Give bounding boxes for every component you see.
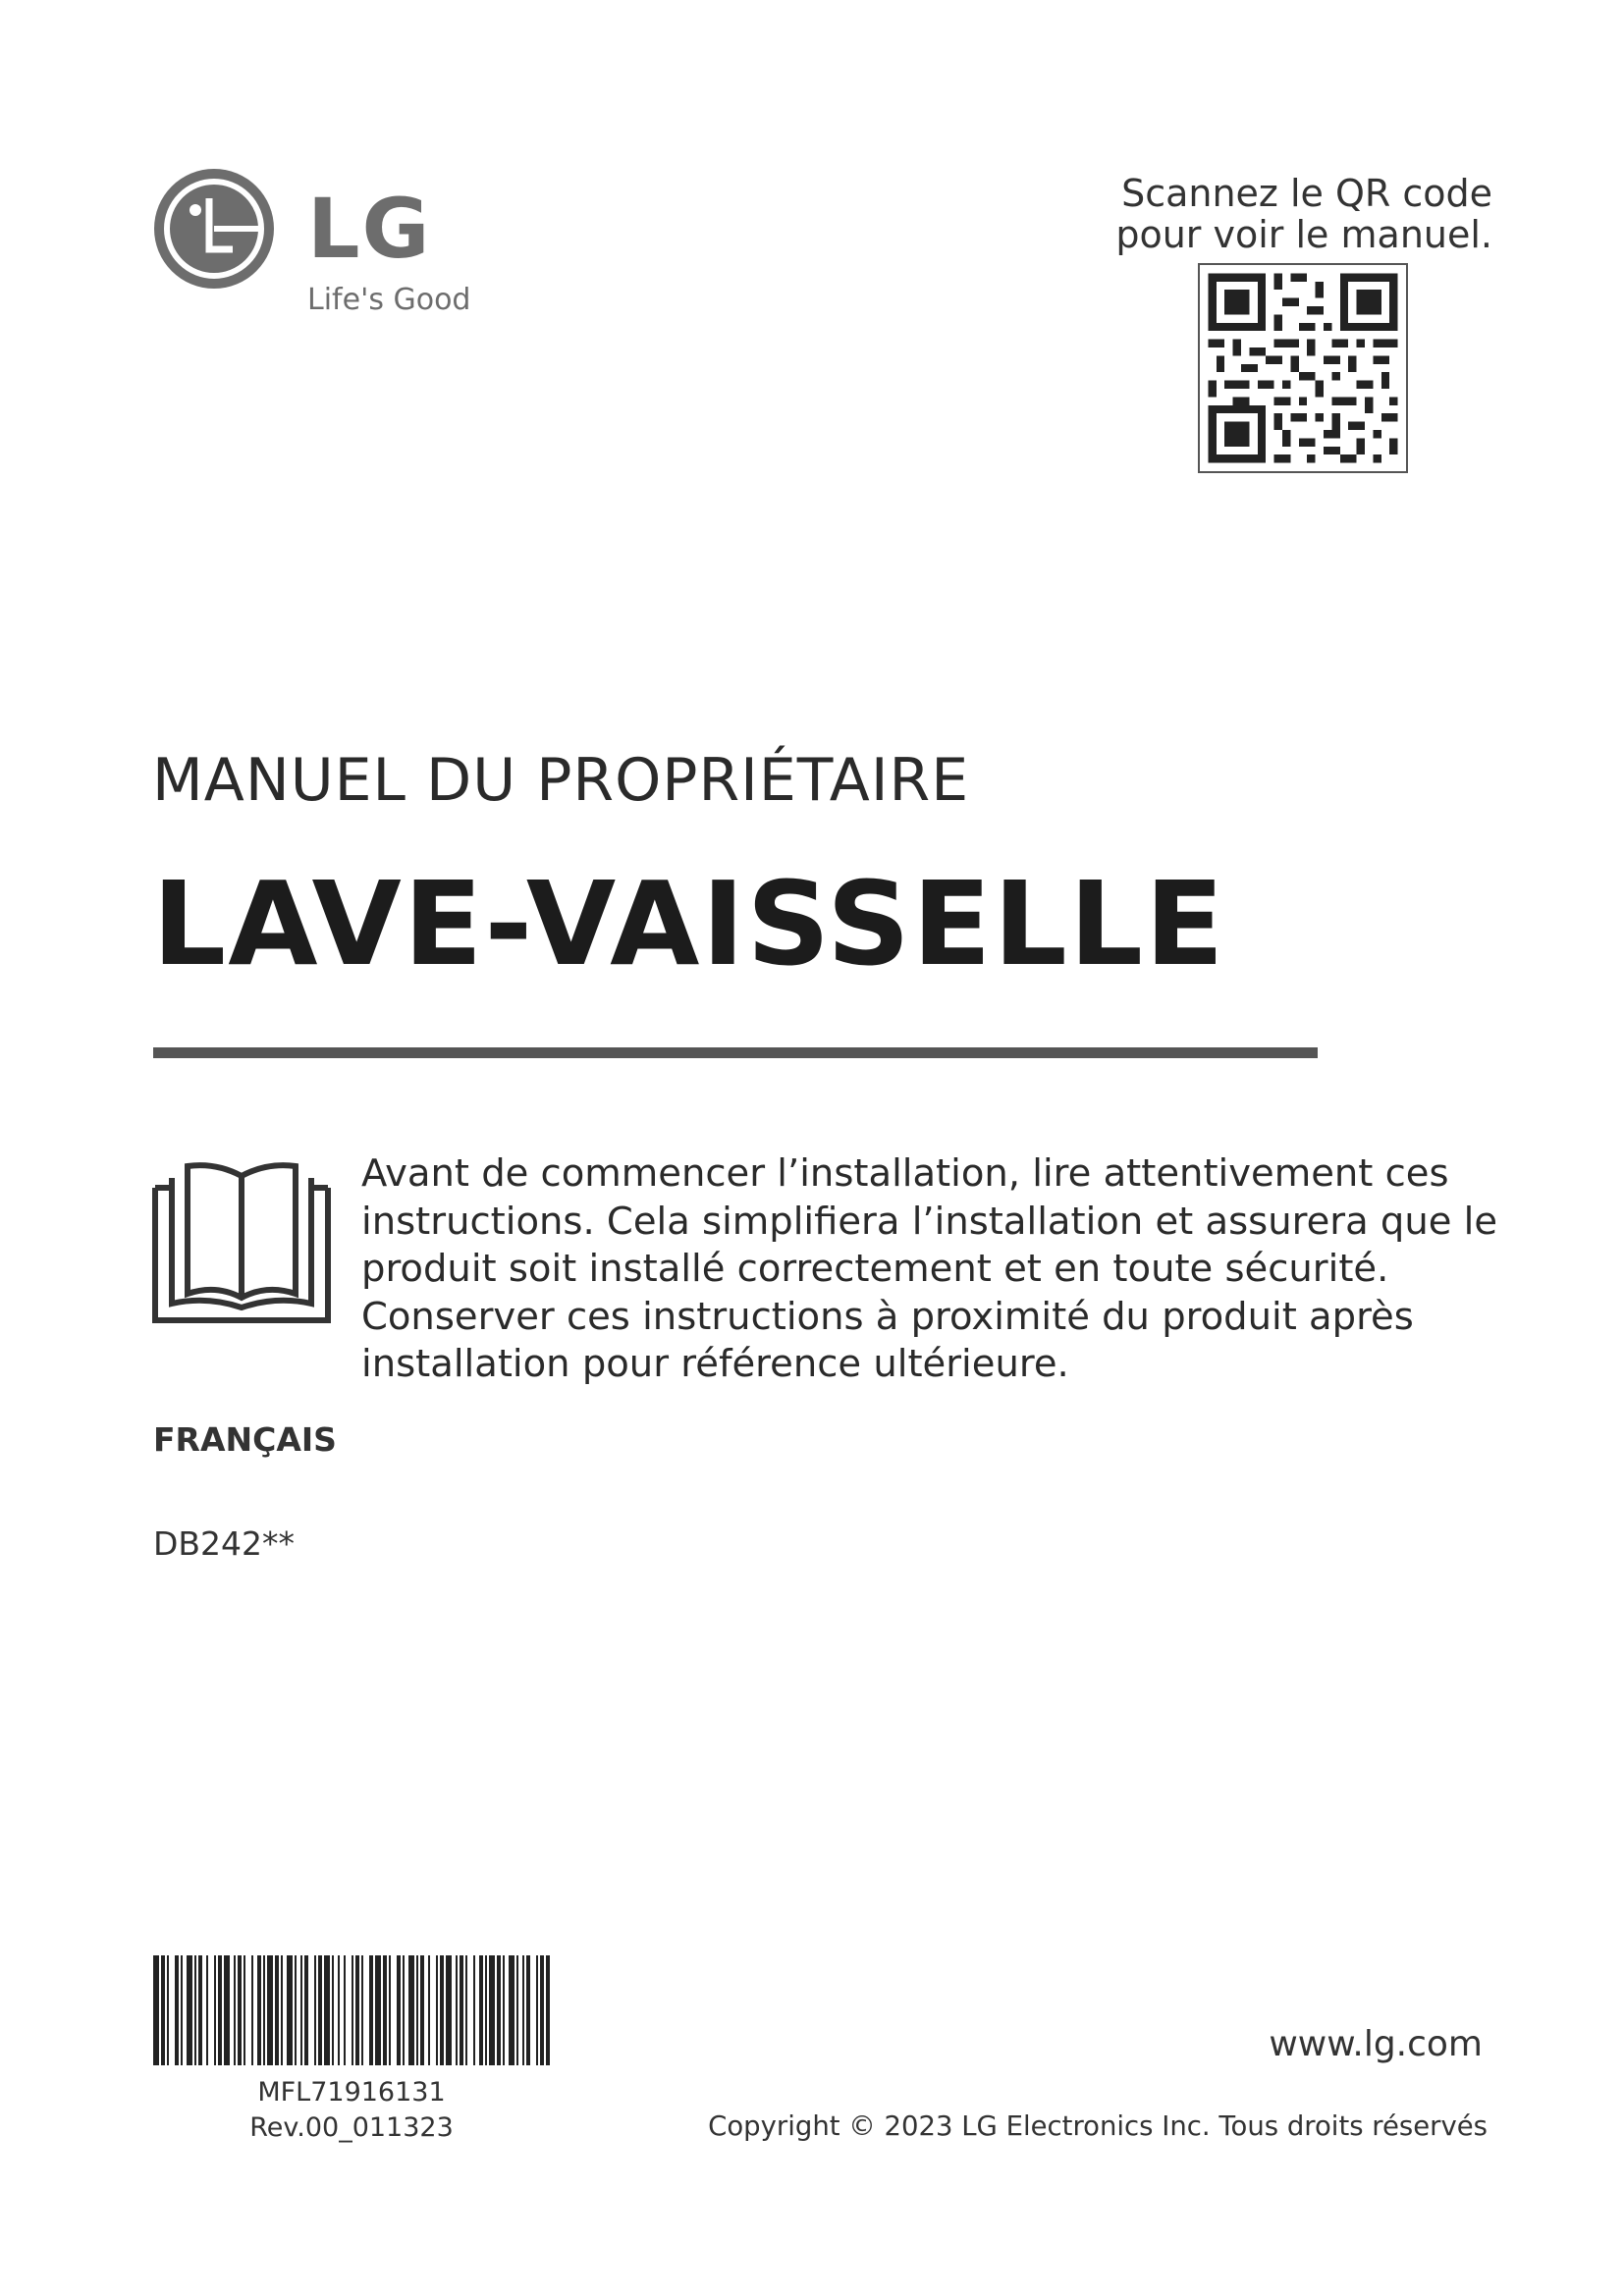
barcode-bar — [318, 1955, 322, 2065]
barcode-bar — [456, 1955, 458, 2065]
barcode-bar — [516, 1955, 518, 2065]
barcode-bar — [314, 1955, 316, 2065]
barcode-bar — [503, 1955, 505, 2065]
barcode-bar — [153, 1955, 159, 2065]
barcode-bar — [218, 1955, 222, 2065]
barcode-bar — [263, 1955, 265, 2065]
barcode-bar — [546, 1955, 550, 2065]
brand-wordmark: LG — [307, 181, 432, 277]
barcode — [153, 1955, 550, 2065]
qr-caption-line: Scannez le QR code — [1121, 172, 1492, 215]
barcode-bar — [526, 1955, 530, 2065]
barcode-bar — [436, 1955, 438, 2065]
language-label: FRANÇAIS — [153, 1420, 337, 1459]
website-link[interactable]: www.lg.com — [1269, 2024, 1483, 2064]
notice-line: produit soit installé correctement et en toute sécurité. — [361, 1247, 1389, 1291]
barcode-bar — [420, 1955, 424, 2065]
barcode-bar — [161, 1955, 165, 2065]
barcode-bar — [416, 1955, 418, 2065]
barcode-bar — [251, 1955, 253, 2065]
brand-logo — [152, 167, 476, 324]
qr-code[interactable] — [1198, 263, 1408, 473]
barcode-bar — [194, 1955, 196, 2065]
barcode-bar — [224, 1955, 230, 2065]
barcode-bar — [369, 1955, 373, 2065]
barcode-bar — [275, 1955, 279, 2065]
notice-line: Conserver ces instructions à proximité du produit après — [361, 1294, 1414, 1339]
barcode-bar — [361, 1955, 363, 2065]
barcode-bar — [257, 1955, 261, 2065]
barcode-bar — [338, 1955, 340, 2065]
barcode-bar — [473, 1955, 475, 2065]
barcode-bar — [187, 1955, 192, 2065]
barcode-bar — [440, 1955, 444, 2065]
barcode-bar — [389, 1955, 391, 2065]
barcode-bar — [198, 1955, 202, 2065]
barcode-bar — [479, 1955, 483, 2065]
barcode-bar — [206, 1955, 208, 2065]
document-title: LAVE-VAISSELLE — [152, 856, 1226, 991]
barcode-bar — [304, 1955, 308, 2065]
notice-line: Avant de commencer l’installation, lire attentivement ces — [361, 1151, 1449, 1196]
qr-caption-line: pour voir le manuel. — [1115, 213, 1492, 256]
barcode-bar — [214, 1955, 216, 2065]
barcode-bar — [375, 1955, 381, 2065]
barcode-bar — [485, 1955, 487, 2065]
barcode-bar — [397, 1955, 401, 2065]
barcode-bar — [383, 1955, 387, 2065]
barcode-bar — [465, 1955, 467, 2065]
barcode-bar — [175, 1955, 179, 2065]
barcode-bar — [428, 1955, 430, 2065]
open-book-icon — [152, 1158, 331, 1325]
barcode-bar — [536, 1955, 538, 2065]
barcode-bar — [300, 1955, 302, 2065]
title-divider — [153, 1047, 1318, 1058]
barcode-bar — [244, 1955, 245, 2065]
barcode-bar — [287, 1955, 293, 2065]
part-number-block — [153, 2075, 550, 2146]
barcode-bar — [344, 1955, 346, 2065]
barcode-bar — [267, 1955, 273, 2065]
lg-face-logo-icon — [152, 167, 276, 291]
barcode-bar — [497, 1955, 501, 2065]
revision-code: Rev.00_011323 — [249, 2112, 454, 2143]
barcode-bar — [403, 1955, 405, 2065]
model-number: DB242** — [153, 1524, 296, 1563]
barcode-bar — [489, 1955, 495, 2065]
barcode-bar — [238, 1955, 242, 2065]
barcode-bar — [460, 1955, 463, 2065]
barcode-bar — [181, 1955, 183, 2065]
barcode-bar — [446, 1955, 452, 2065]
notice-line: instructions. Cela simplifiera l’installation et assurera que le — [361, 1199, 1498, 1244]
qr-caption — [1080, 173, 1492, 255]
barcode-bar — [295, 1955, 297, 2065]
installation-notice — [361, 1150, 1540, 1389]
barcode-bar — [540, 1955, 544, 2065]
barcode-bar — [324, 1955, 330, 2065]
part-number: MFL71916131 — [257, 2077, 446, 2108]
barcode-bar — [332, 1955, 334, 2065]
barcode-bar — [522, 1955, 524, 2065]
barcode-bar — [408, 1955, 414, 2065]
barcode-bar — [509, 1955, 514, 2065]
document-type: MANUEL DU PROPRIÉTAIRE — [152, 746, 970, 815]
notice-line: installation pour référence ultérieure. — [361, 1342, 1069, 1386]
barcode-bar — [234, 1955, 236, 2065]
barcode-bar — [281, 1955, 283, 2065]
brand-slogan: Life's Good — [307, 283, 471, 317]
copyright-notice: Copyright © 2023 LG Electronics Inc. Tous droits réservés — [708, 2110, 1488, 2142]
barcode-bar — [352, 1955, 353, 2065]
barcode-bar — [167, 1955, 169, 2065]
barcode-bar — [355, 1955, 359, 2065]
